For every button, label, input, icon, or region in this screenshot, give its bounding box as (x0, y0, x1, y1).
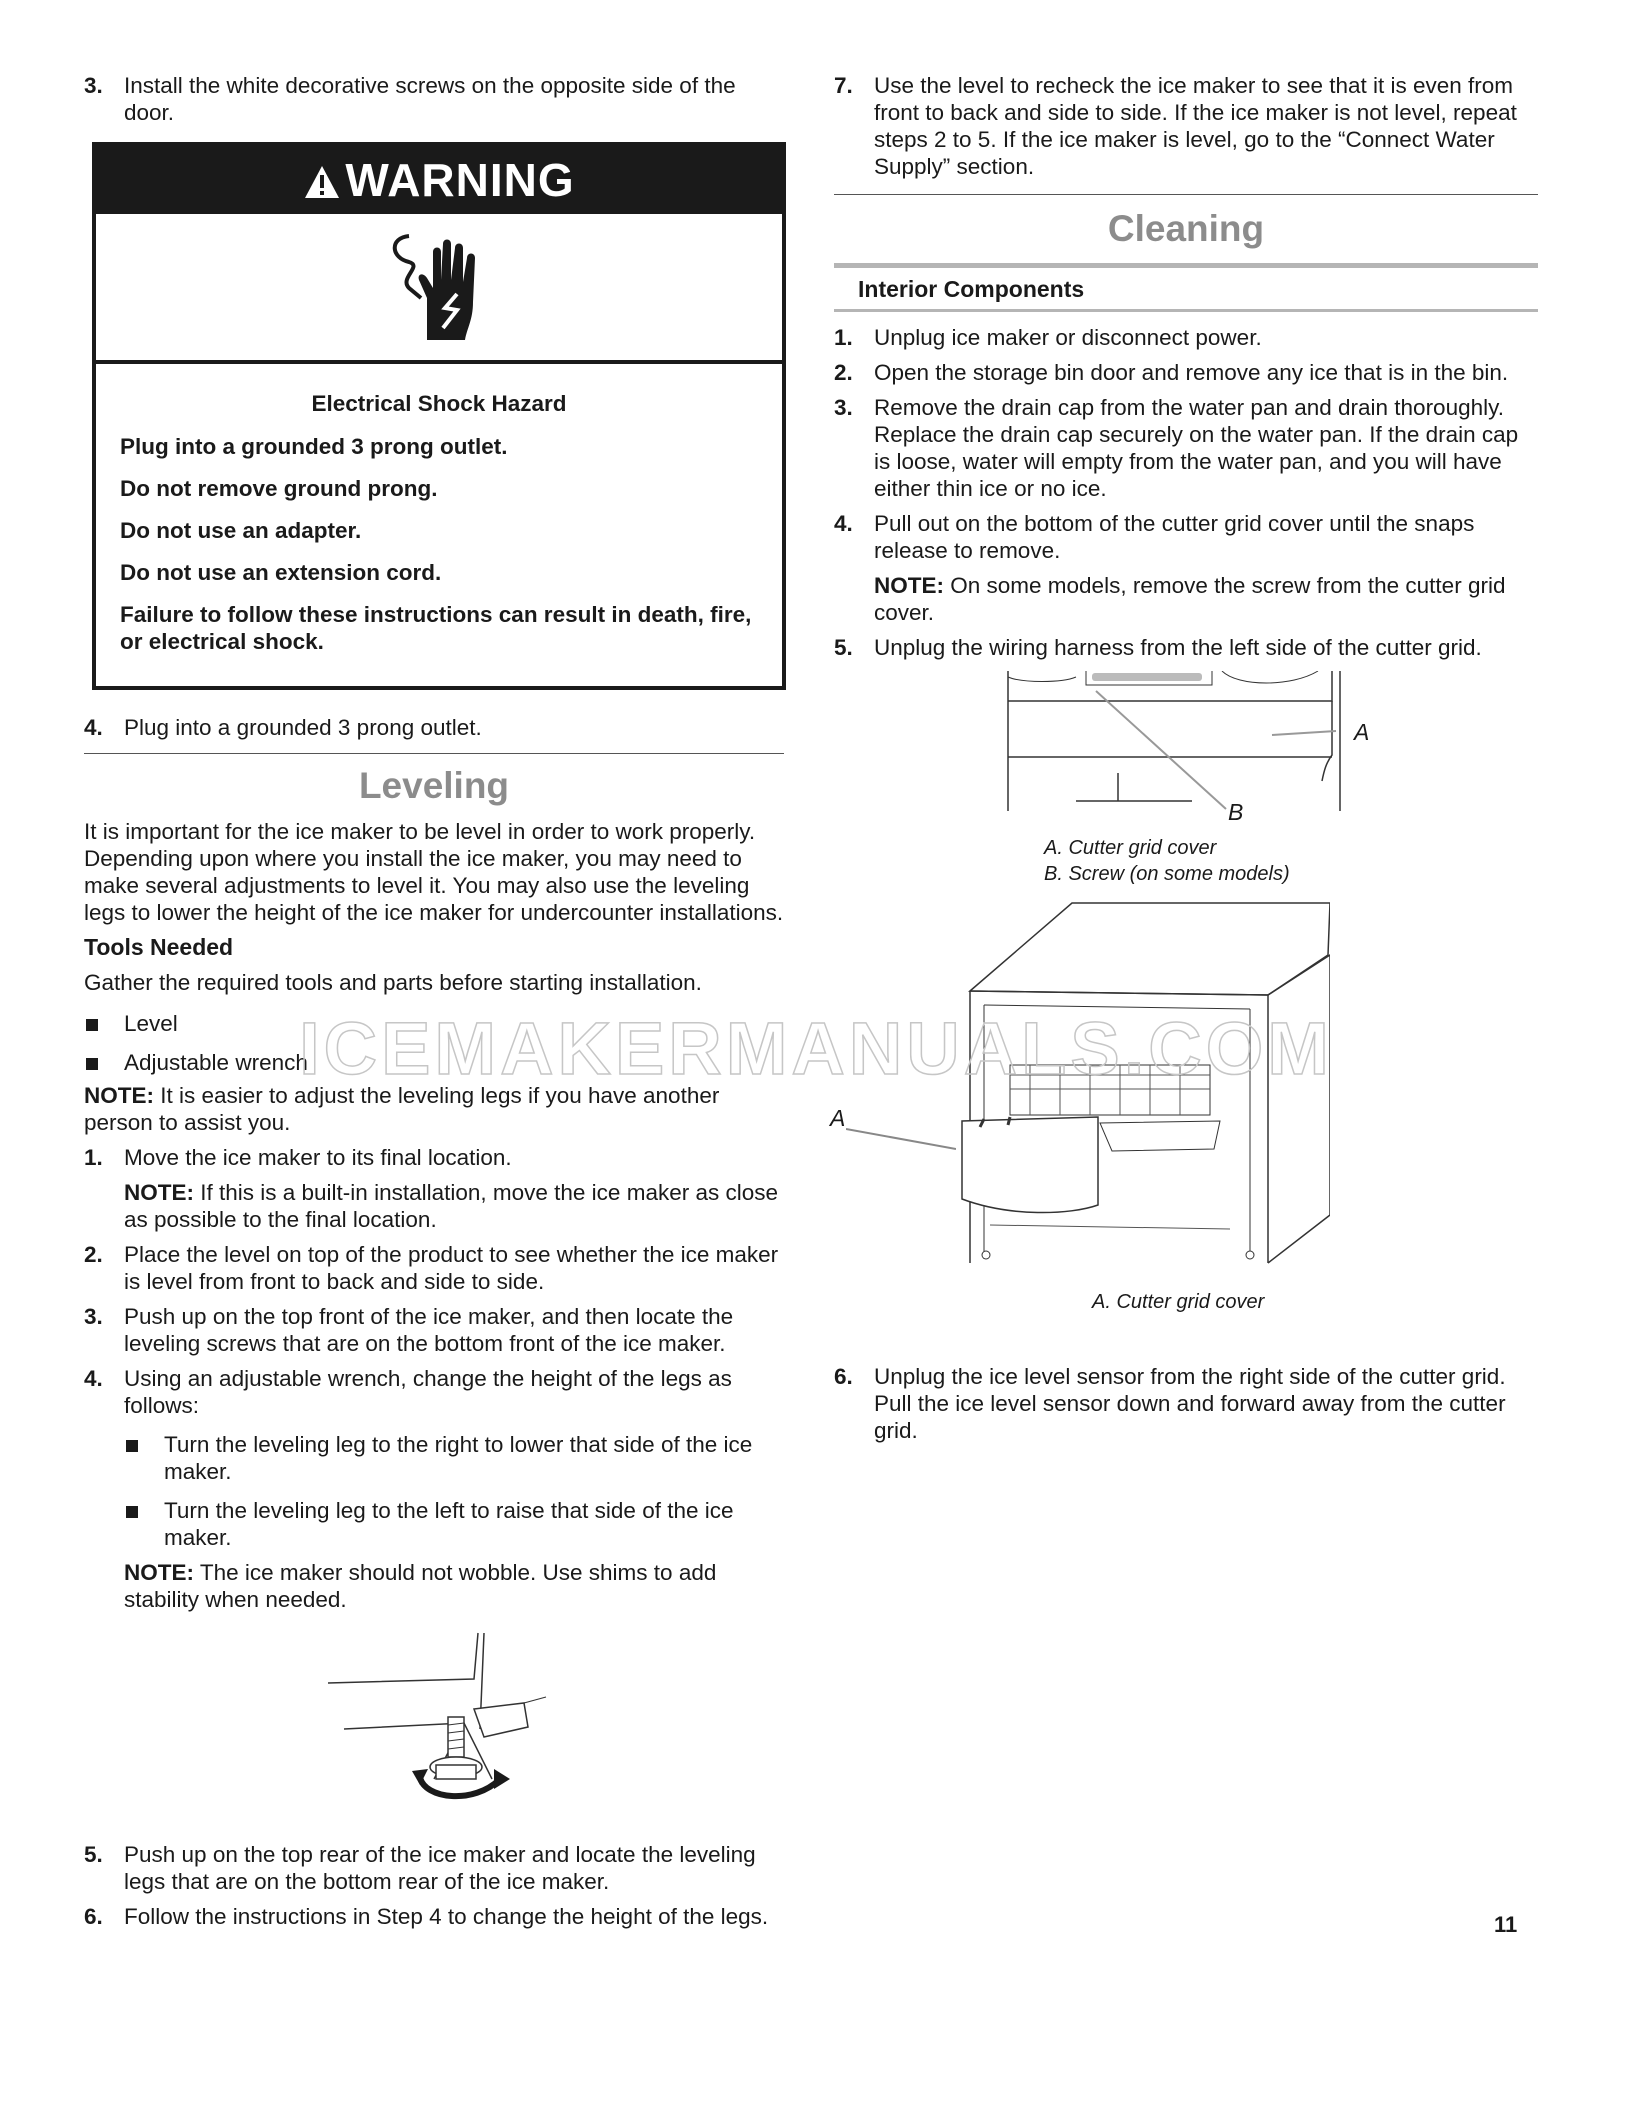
install-step-4 (84, 714, 784, 741)
step-text: Remove the drain cap from the water pan and drain thoroughly. Replace the drain cap securely on the water pan. If the drain cap is loose, water will empty from the water pan, and you will have either thin ice or no ice. (874, 395, 1519, 501)
step-number: 6. (834, 1364, 853, 1389)
step-text: Pull out on the bottom of the cutter grid cover until the snaps release to remove. (874, 511, 1475, 563)
warning-line: Do not use an extension cord. (120, 560, 442, 585)
step-text: Use the level to recheck the ice maker to see that it is even from front to back and side to side. If the ice maker is not level, repeat steps 2 to 5. If the ice maker is level, go to the “Connect Water Supply” section. (874, 73, 1517, 179)
page-number: 11 (1494, 1912, 1518, 1937)
cutter-grid-illustration (1002, 671, 1422, 821)
leveling-step-1 (84, 1144, 784, 1233)
warning-line: Do not use an adapter. (120, 518, 362, 543)
step-number: 2. (84, 1242, 103, 1267)
warning-triangle-icon (303, 150, 341, 218)
warning-header (96, 146, 782, 214)
note-text: On some models, remove the screw from the cutter grid cover. (874, 573, 1506, 625)
cleaning-step-5 (834, 634, 1538, 661)
bullet-square-icon (126, 1506, 138, 1518)
leveling-step-3 (84, 1303, 784, 1357)
sub-bullets (124, 1431, 784, 1551)
warning-body (96, 364, 782, 686)
cleaning-step-2 (834, 359, 1538, 386)
note-text: The ice maker should not wobble. Use shims to add stability when needed. (124, 1560, 717, 1612)
caption-a: A. Cutter grid cover (1092, 1291, 1265, 1313)
subsection-rule-top (834, 263, 1538, 268)
step-number: 6. (84, 1904, 103, 1929)
step-text: Move the ice maker to its final location. (124, 1145, 512, 1170)
hazard-title: Electrical Shock Hazard (311, 391, 567, 416)
cleaning-step-3 (834, 394, 1538, 502)
tool-text: Level (124, 1011, 178, 1036)
left-column (84, 72, 784, 1938)
step-text: Push up on the top front of the ice maker, and then locate the leveling screws that are on the bottom front of the ice maker. (124, 1304, 734, 1356)
step-number: 4. (834, 511, 853, 536)
step-text: Unplug ice maker or disconnect power. (874, 325, 1262, 350)
cutter-grid-figure (834, 671, 1538, 885)
subsection-rule-bottom (834, 309, 1538, 312)
leveling-step-4 (84, 1365, 784, 1613)
leveling-leg-illustration (324, 1629, 554, 1819)
note-text: If this is a built-in installation, move the ice maker as close as possible to the final location. (124, 1180, 779, 1232)
step-number: 2. (834, 360, 853, 385)
step-number: 3. (84, 1304, 103, 1329)
step-number: 5. (84, 1842, 103, 1867)
right-column (830, 72, 1538, 1452)
cleaning-step-1 (834, 324, 1538, 351)
section-divider (834, 194, 1538, 195)
step-note (874, 572, 1538, 626)
cleaning-step-4 (834, 510, 1538, 626)
step-number: 3. (834, 395, 853, 420)
section-divider (84, 753, 784, 754)
cleaning-title: Cleaning (1107, 208, 1265, 249)
leveling-title: Leveling (358, 765, 510, 806)
step-note (124, 1179, 784, 1233)
tools-intro: Gather the required tools and parts before starting installation. (84, 970, 702, 995)
note-label: NOTE: (84, 1083, 154, 1108)
bullet-square-icon (126, 1440, 138, 1452)
electric-shock-hand-icon (96, 214, 782, 364)
cleaning-step-6 (834, 1363, 1538, 1444)
tool-text: Adjustable wrench (124, 1050, 308, 1075)
step-text: Unplug the wiring harness from the left side of the cutter grid. (874, 635, 1482, 660)
step-text: Plug into a grounded 3 prong outlet. (124, 715, 482, 740)
install-step-3 (84, 72, 784, 126)
step-text: Unplug the ice level sensor from the right side of the cutter grid. Pull the ice level sensor down and forward away from the cutter grid. (874, 1364, 1506, 1443)
step-number: 3. (84, 73, 103, 98)
callout-a: A (830, 1105, 846, 1131)
note-label: NOTE: (874, 573, 944, 598)
leveling-step-5 (84, 1841, 784, 1895)
warning-line: Do not remove ground prong. (120, 476, 438, 501)
callout-a-leader (846, 1117, 956, 1157)
warning-line: Failure to follow these instructions can result in death, fire, or electrical shock. (120, 602, 752, 654)
step-text: Using an adjustable wrench, change the height of the legs as follows: (124, 1366, 732, 1418)
step-text: Open the storage bin door and remove any ice that is in the bin. (874, 360, 1509, 385)
step-note (124, 1559, 784, 1613)
step-number: 4. (84, 715, 103, 740)
warning-line: Plug into a grounded 3 prong outlet. (120, 434, 508, 459)
sub-bullet (124, 1431, 784, 1485)
interior-components-heading: Interior Components (858, 276, 1085, 302)
leveling-step-6 (84, 1903, 784, 1930)
sub-bullet-text: Turn the leveling leg to the left to raise that side of the ice maker. (164, 1498, 734, 1550)
caption-b: B. Screw (on some models) (1044, 863, 1290, 885)
step-text: Follow the instructions in Step 4 to change the height of the legs. (124, 1904, 769, 1929)
step-number: 5. (834, 635, 853, 660)
callout-a: A (1354, 719, 1370, 745)
step-number: 1. (84, 1145, 103, 1170)
step-text: Place the level on top of the product to see whether the ice maker is level from front to back and side to side. (124, 1242, 779, 1294)
step-text: Install the white decorative screws on the opposite side of the door. (124, 73, 736, 125)
step-number: 7. (834, 73, 853, 98)
leveling-intro: It is important for the ice maker to be level in order to work properly. Depending upon where you install the ice maker, you may need to make several adjustments to level it. You may also use the leveling legs to lower the height of the ice maker for undercounter installations. (84, 819, 784, 925)
ice-maker-figure (830, 895, 1538, 1325)
note-label: NOTE: (124, 1180, 194, 1205)
leveling-step-2 (84, 1241, 784, 1295)
watermark: ICEMAKERMANUALS.COM (299, 1007, 1333, 1090)
step-number: 4. (84, 1366, 103, 1391)
step-text: Push up on the top rear of the ice maker and locate the leveling legs that are on the bottom rear of the ice maker. (124, 1842, 756, 1894)
leveling-step-7 (834, 72, 1538, 180)
warning-title: WARNING (345, 154, 575, 206)
tools-heading: Tools Needed (84, 934, 234, 960)
note-text: It is easier to adjust the leveling legs if you have another person to assist you. (84, 1083, 720, 1135)
note-label: NOTE: (124, 1560, 194, 1585)
callout-b: B (1228, 799, 1244, 825)
sub-bullet (124, 1497, 784, 1551)
warning-box (92, 142, 786, 690)
step-number: 1. (834, 325, 853, 350)
leveling-leg-figure (324, 1629, 784, 1819)
sub-bullet-text: Turn the leveling leg to the right to lower that side of the ice maker. (164, 1432, 753, 1484)
caption-a: A. Cutter grid cover (1044, 837, 1217, 859)
